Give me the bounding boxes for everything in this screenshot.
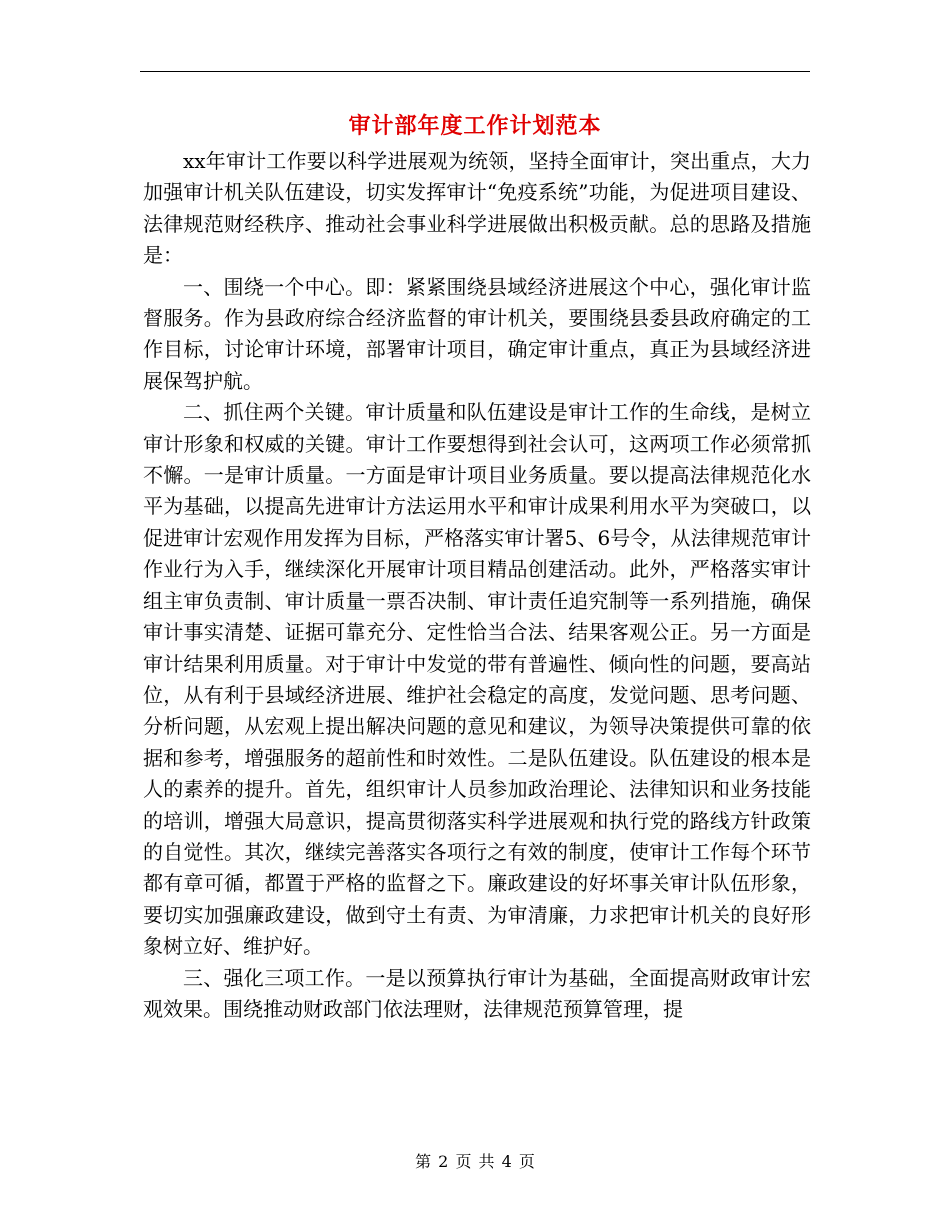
- paragraph-one-center: 一、围绕一个中心。即：紧紧围绕县域经济进展这个中心，强化审计监督服务。作为县政府综合经济监督的审计机关，要围绕县委县政府确定的工作目标，讨论审计环境，部署审计项目，确定审计重点，真正为县域经济进展保驾护航。: [143, 274, 811, 393]
- page-number: 第 2 页 共 4 页: [415, 1152, 535, 1171]
- paragraph-intro: xx年审计工作要以科学进展观为统领，坚持全面审计，突出重点，大力加强审计机关队伍建设，切实发挥审计“免疫系统”功能，为促进项目建设、法律规范财经秩序、推动社会事业科学进展做出积极贡献。总的思路及措施是：: [143, 149, 811, 268]
- document-title: 审计部年度工作计划范本: [348, 113, 602, 139]
- paragraph-two-keys: 二、抓住两个关键。审计质量和队伍建设是审计工作的生命线，是树立审计形象和权威的关键。审计工作要想得到社会认可，这两项工作必须常抓不懈。一是审计质量。一方面是审计项目业务质量。要以提高法律规范化水平为基础，以提高先进审计方法运用水平和审计成果利用水平为突破口，以促进审计宏观作用发挥为目标，严格落实审计署5、6号令，从法律规范审计作业行为入手，继续深化开展审计项目精品创建活动。此外，严格落实审计组主审负责制、审计质量一票否决制、审计责任追究制等一系列措施，确保审计事实清楚、证据可靠充分、定性恰当合法、结果客观公正。另一方面是审计结果利用质量。对于审计中发觉的带有普遍性、倾向性的问题，要高站位，从有利于县域经济进展、维护社会稳定的高度，发觉问题、思考问题、分析问题，从宏观上提出解决问题的意见和建议，为领导决策提供可靠的依据和参考，增强服务的超前性和时效性。二是队伍建设。队伍建设的根本是人的素养的提升。首先，组织审计人员参加政治理论、法律知识和业务技能的培训，增强大局意识，提高贯彻落实科学进展观和执行党的路线方针政策的自觉性。其次，继续完善落实各项行之有效的制度，使审计工作每个环节都有章可循，都置于严格的监督之下。廉政建设的好坏事关审计队伍形象，要切实加强廉政建设，做到守土有责、为审清廉，力求把审计机关的良好形象树立好、维护好。: [143, 400, 811, 959]
- header-rule: [140, 71, 810, 72]
- paragraph-three-tasks: 三、强化三项工作。一是以预算执行审计为基础，全面提高财政审计宏观效果。围绕推动财政部门依法理财，法律规范预算管理，提: [143, 965, 811, 1021]
- document-body: [143, 146, 811, 1025]
